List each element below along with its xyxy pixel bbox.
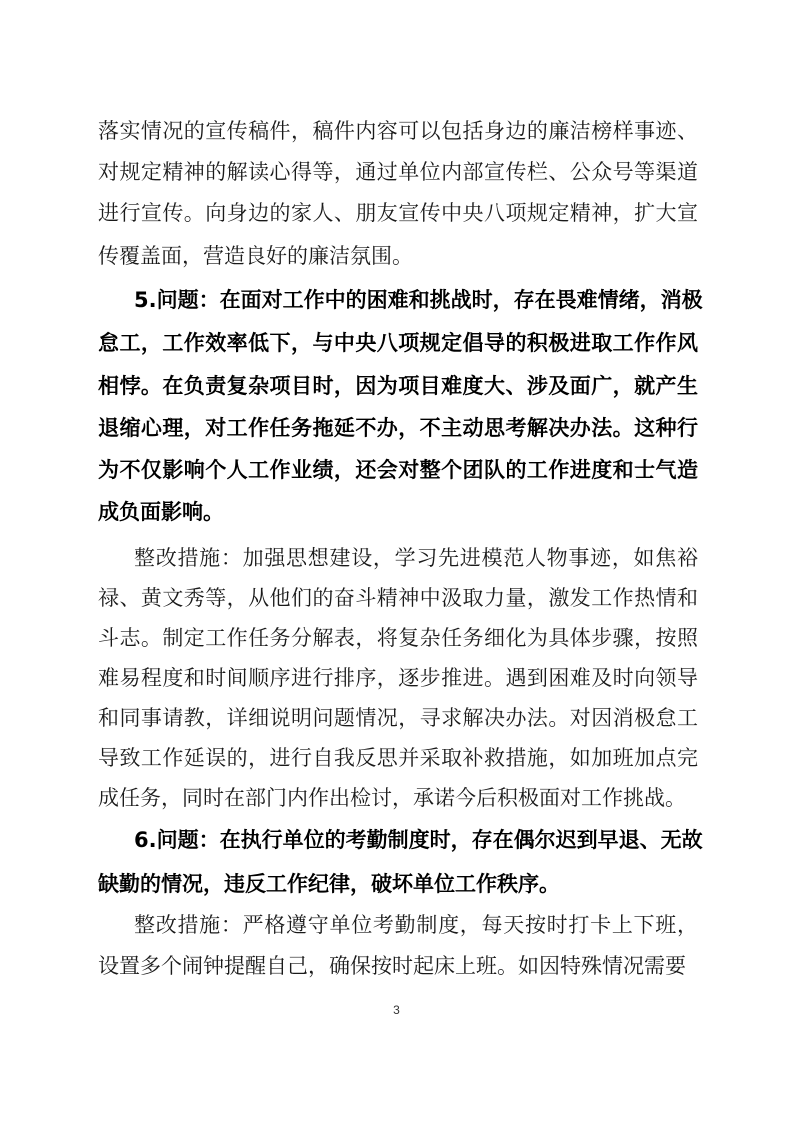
issue-heading-5: 5.问题：在面对工作中的困难和挑战时，存在畏难情绪，消极	[134, 288, 703, 312]
issue-heading-6: 6.问题：在执行单位的考勤制度时，存在偶尔迟到早退、无故	[134, 828, 703, 852]
text-line: 难易程度和时间顺序进行排序，逐步推进。遇到困难及时向领导	[98, 666, 698, 690]
text-line: 对规定精神的解读心得等，通过单位内部宣传栏、公众号等渠道	[98, 160, 698, 184]
text-line: 怠工，工作效率低下，与中央八项规定倡导的积极进取工作作风	[98, 331, 698, 355]
text-line: 退缩心理，对工作任务拖延不办，不主动思考解决办法。这种行	[98, 416, 698, 440]
text-line: 相悖。在负责复杂项目时，因为项目难度大、涉及面广，就产生	[98, 374, 698, 398]
text-line: 整改措施：严格遵守单位考勤制度，每天按时打卡上下班，	[134, 913, 698, 937]
text-line: 禄、黄文秀等，从他们的奋斗精神中汲取力量，激发工作热情和	[98, 586, 698, 610]
text-line: 成任务，同时在部门内作出检讨，承诺今后积极面对工作挑战。	[98, 786, 686, 810]
text-line: 斗志。制定工作任务分解表，将复杂任务细化为具体步骤，按照	[98, 626, 698, 650]
text-line: 进行宣传。向身边的家人、朋友宣传中央八项规定精神，扩大宣	[98, 201, 698, 225]
page-number: 3	[393, 1003, 400, 1017]
text-line: 缺勤的情况，违反工作纪律，破坏单位工作秩序。	[98, 872, 560, 896]
text-line: 传覆盖面，营造良好的廉洁氛围。	[98, 244, 413, 268]
text-line: 落实情况的宣传稿件，稿件内容可以包括身边的廉洁榜样事迹、	[98, 119, 698, 143]
text-line: 成负面影响。	[98, 500, 224, 524]
text-line: 整改措施：加强思想建设，学习先进模范人物事迹，如焦裕	[134, 546, 698, 570]
text-line: 导致工作延误的，进行自我反思并采取补救措施，如加班加点完	[98, 746, 698, 770]
text-line: 和同事请教，详细说明问题情况，寻求解决办法。对因消极怠工	[98, 706, 698, 730]
text-line: 为不仅影响个人工作业绩，还会对整个团队的工作进度和士气造	[98, 458, 698, 482]
text-line: 设置多个闹钟提醒自己，确保按时起床上班。如因特殊情况需要	[98, 954, 686, 978]
